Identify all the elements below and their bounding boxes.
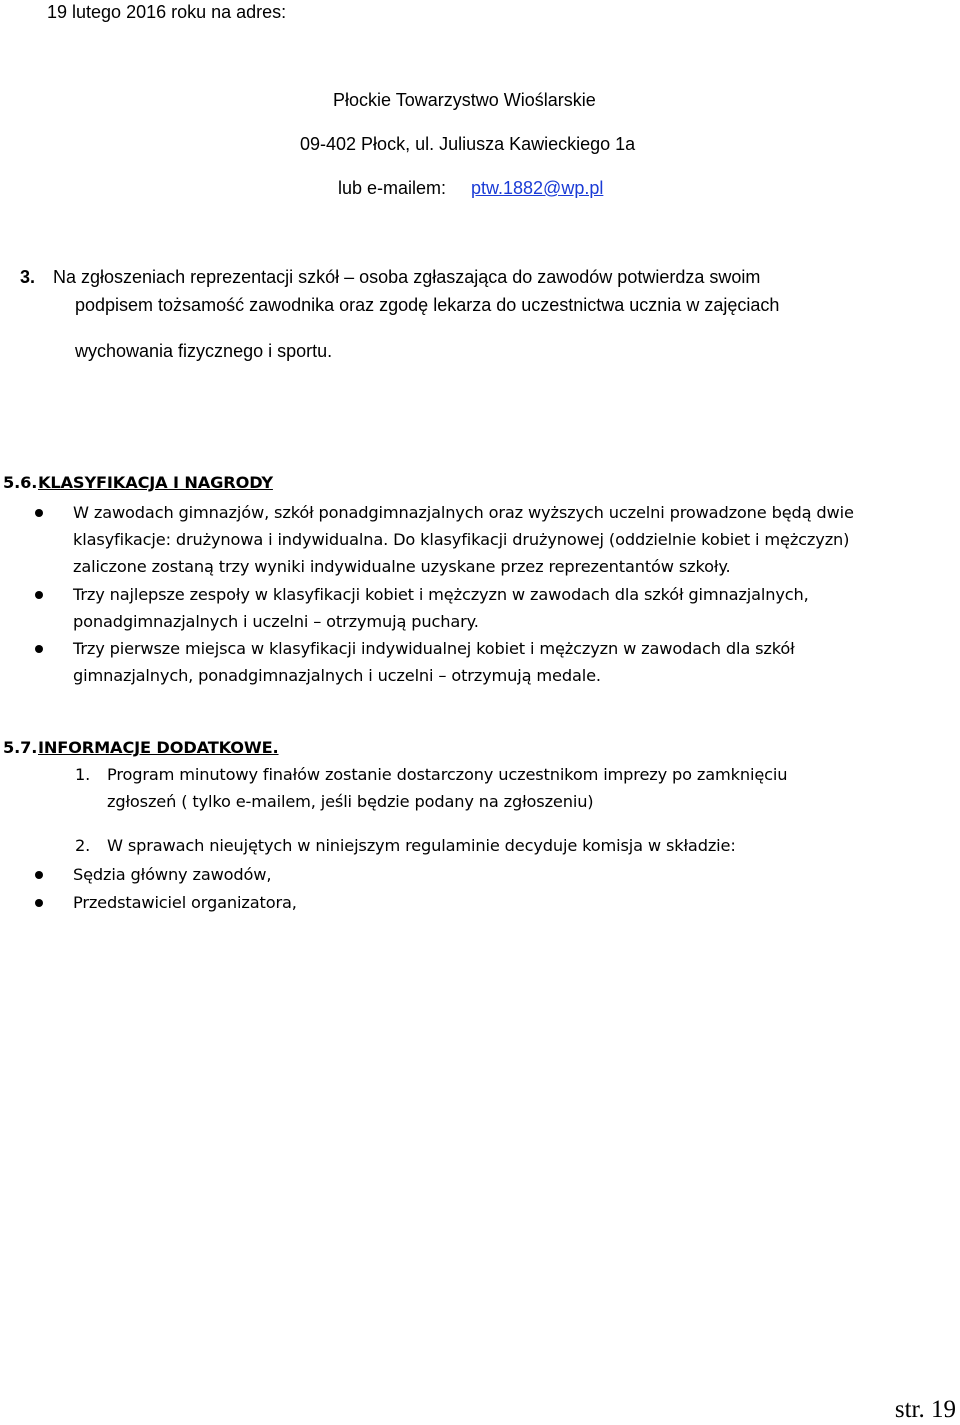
point-3-line: wychowania fizycznego i sportu. <box>75 341 333 361</box>
address-email-prefix: lub e-mailem: <box>338 178 447 198</box>
section-5-7-number: 5.7. <box>3 738 38 757</box>
bullet-text-line: W zawodach gimnazjów, szkół ponadgimnazjalnych oraz wyższych uczelni prowadzone będą dwie <box>73 503 854 522</box>
bullet-icon <box>35 509 43 517</box>
item-2-number: 2. <box>75 836 91 855</box>
intro-line: 19 lutego 2016 roku na adres: <box>47 2 287 22</box>
bullet-text-line: gimnazjalnych, ponadgimnazjalnych i uczelni – otrzymują medale. <box>73 666 601 685</box>
bullet-text-line: zaliczone zostaną trzy wyniki indywidualne uzyskane przez reprezentantów szkoły. <box>73 557 731 576</box>
item-2-text: W sprawach nieujętych w niniejszym regulaminie decyduje komisja w składzie: <box>107 836 736 855</box>
item-1-line: Program minutowy finałów zostanie dostarczony uczestnikom imprezy po zamknięciu <box>107 765 788 784</box>
committee-member: Przedstawiciel organizatora, <box>73 893 297 912</box>
bullet-icon <box>35 899 43 907</box>
page-number: str. 19 <box>894 1396 956 1423</box>
point-3-line: podpisem tożsamość zawodnika oraz zgodę lekarza do uczestnictwa ucznia w zajęciach <box>75 295 780 315</box>
item-1-number: 1. <box>75 765 91 784</box>
bullet-text-line: Trzy najlepsze zespoły w klasyfikacji kobiet i mężczyzn w zawodach dla szkół gimnazjalnych, <box>73 585 809 604</box>
section-5-6-heading: KLASYFIKACJA I NAGRODY <box>38 473 273 492</box>
email-link[interactable]: ptw.1882@wp.pl <box>471 178 604 198</box>
address-street: 09-402 Płock, ul. Juliusza Kawieckiego 1a <box>300 134 636 154</box>
bullet-text-line: klasyfikacje: drużynowa i indywidualna. Do klasyfikacji drużynowej (oddzielnie kobiet i mężczyzn) <box>73 530 850 549</box>
bullet-text-line: ponadgimnazjalnych i uczelni – otrzymują puchary. <box>73 612 479 631</box>
bullet-icon <box>35 645 43 653</box>
section-5-6-number: 5.6. <box>3 473 38 492</box>
committee-member: Sędzia główny zawodów, <box>73 865 272 884</box>
point-3-number: 3. <box>20 267 36 287</box>
bullet-text-line: Trzy pierwsze miejsca w klasyfikacji indywidualnej kobiet i mężczyzn w zawodach dla szkół <box>73 639 795 658</box>
address-organization: Płockie Towarzystwo Wioślarskie <box>333 90 596 110</box>
section-5-7-heading: INFORMACJE DODATKOWE. <box>38 738 279 757</box>
bullet-icon <box>35 871 43 879</box>
item-1-line: zgłoszeń ( tylko e-mailem, jeśli będzie podany na zgłoszeniu) <box>107 792 594 811</box>
point-3-line: Na zgłoszeniach reprezentacji szkół – osoba zgłaszająca do zawodów potwierdza swoim <box>53 267 761 287</box>
bullet-icon <box>35 591 43 599</box>
